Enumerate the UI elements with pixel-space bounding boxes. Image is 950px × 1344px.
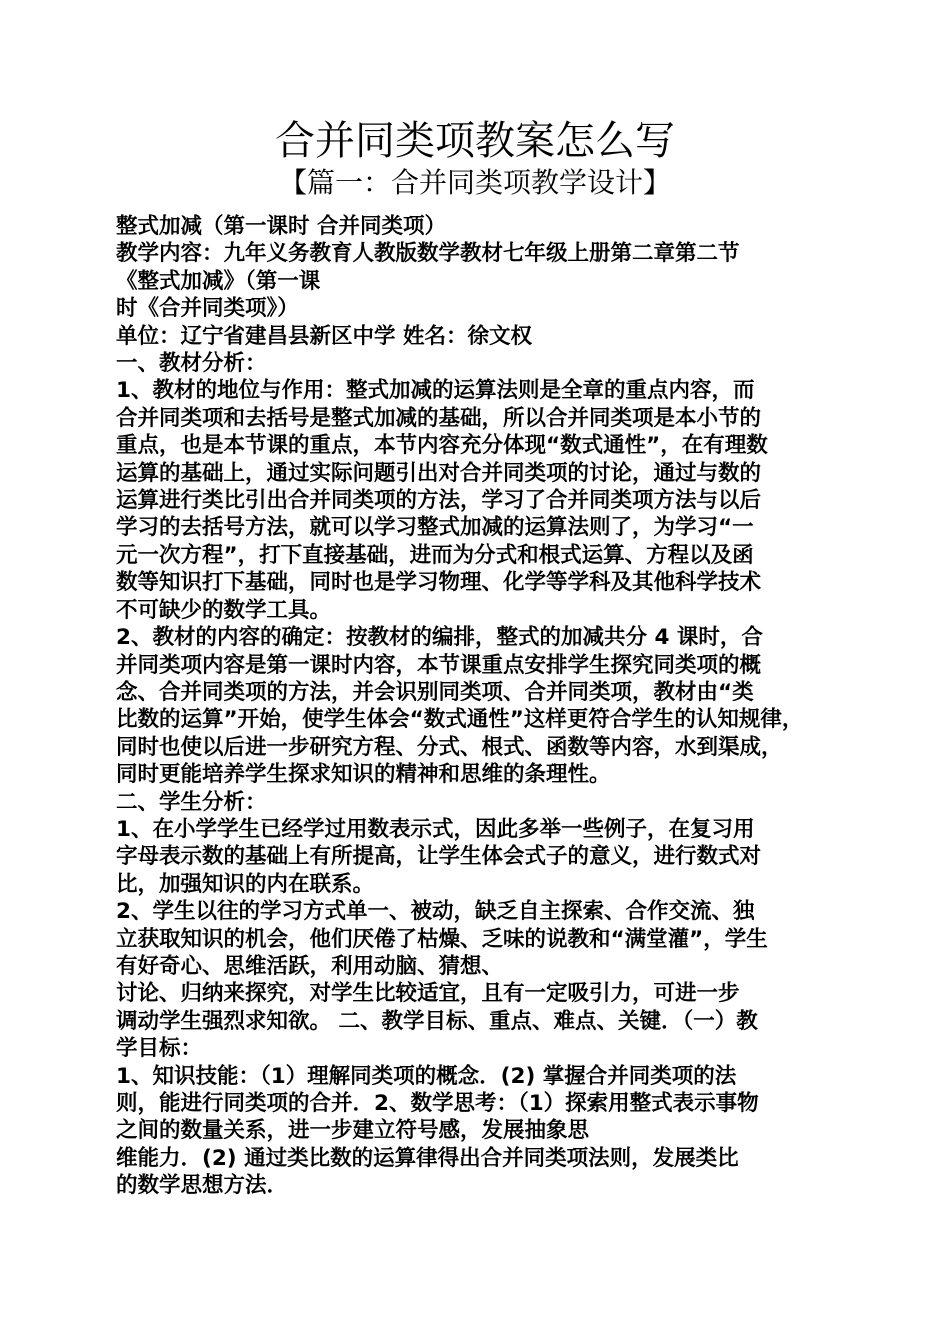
body-line: 则，能进行同类项的合并．2、数学思考：（1）探索用整式表示事物 [116,1091,759,1116]
body-line: 的数学思想方法． [116,1173,289,1199]
body-line: 字母表示数的基础上有所提高，让学生体会式子的意义，进行数式对 [116,844,762,870]
body-line: 一、教材分析： [116,351,267,377]
body-line: 并同类项内容是第一课时内容，本节课重点安排学生探究同类项的概 [116,652,762,678]
body-line: 运算的基础上，通过实际问题引出对合并同类项的讨论，通过与数的 [116,460,762,486]
body-line: 二、学生分析： [116,789,267,815]
body-line: 重点，也是本节课的重点，本节内容充分体现“数式通性”，在有理数 [116,433,768,459]
body-line: 学目标： [116,1036,203,1062]
body-line: 调动学生强烈求知欲。 二、教学目标、重点、难点、关键．（一）教 [116,1008,758,1034]
body-line: 有好奇心、思维活跃，利用动脑、猜想、 [116,953,504,979]
body-line: 1、知识技能：（1）理解同类项的概念．(2) 掌握合并同类项的法 [116,1063,737,1089]
body-line: 整式加减（第一课时 合并同类项） [116,214,446,239]
body-line: 维能力．(2) 通过类比数的运算律得出合并同类项法则，发展类比 [116,1145,739,1171]
body-line: 元一次方程”，打下直接基础，进而为分式和根式运算、方程以及函 [116,542,754,568]
body-line: 数等知识打下基础，同时也是学习物理、化学等学科及其他科学技术 [116,570,762,596]
body-line: 同时更能培养学生探求知识的精神和思维的条理性。 [116,762,611,788]
body-line: 立获取知识的机会，他们厌倦了枯燥、乏味的说教和“满堂灌”，学生 [116,926,768,952]
body-line: 同时也使以后进一步研究方程、分式、根式、函数等内容，水到渠成， [116,734,783,760]
body-line: 比数的运算”开始，使学生体会“数式通性”这样更符合学生的认知规律， [116,707,804,733]
body-line: 2、教材的内容的确定：按教材的编排，整式的加减共分 4 课时，合 [116,625,763,651]
document-title: 合并同类项教案怎么写 [275,118,675,164]
body-line: 时《合并同类项》） [116,296,299,322]
body-line: 运算进行类比引出合并同类项的方法，学习了合并同类项方法与以后 [116,488,762,514]
document-subtitle: 【篇一：合并同类项教学设计】 [278,166,671,199]
body-line: 单位：辽宁省建昌县新区中学 姓名：徐文权 [116,323,532,349]
body-line: 教学内容：九年义务教育人教版数学教材七年级上册第二章第二节 [116,241,740,267]
body-line: 念、合并同类项的方法，并会识别同类项、合并同类项，教材由“类 [116,679,754,705]
body-line: 合并同类项和去括号是整式加减的基础，所以合并同类项是本小节的 [116,405,762,431]
body-line: 之间的数量关系，进一步建立符号感，发展抽象思 [116,1118,590,1144]
body-line: 学习的去括号方法，就可以学习整式加减的运算法则了，为学习“一 [116,515,754,541]
body-line: 1、在小学学生已经学过用数表示式，因此多举一些例子，在复习用 [116,816,755,842]
body-line: 2、学生以往的学习方式单一、被动，缺乏自主探索、合作交流、独 [116,899,755,925]
body-line: 《整式加减》（第一课 [116,268,321,294]
document-body [116,213,832,1200]
body-line: 1、教材的地位与作用：整式加减的运算法则是全章的重点内容，而 [116,378,755,404]
body-line: 讨论、归纳来探究，对学生比较适宜，且有一定吸引力，可进一步 [116,981,740,1007]
body-line: 不可缺少的数学工具。 [116,597,332,623]
body-line: 比，加强知识的内在联系。 [116,871,375,897]
